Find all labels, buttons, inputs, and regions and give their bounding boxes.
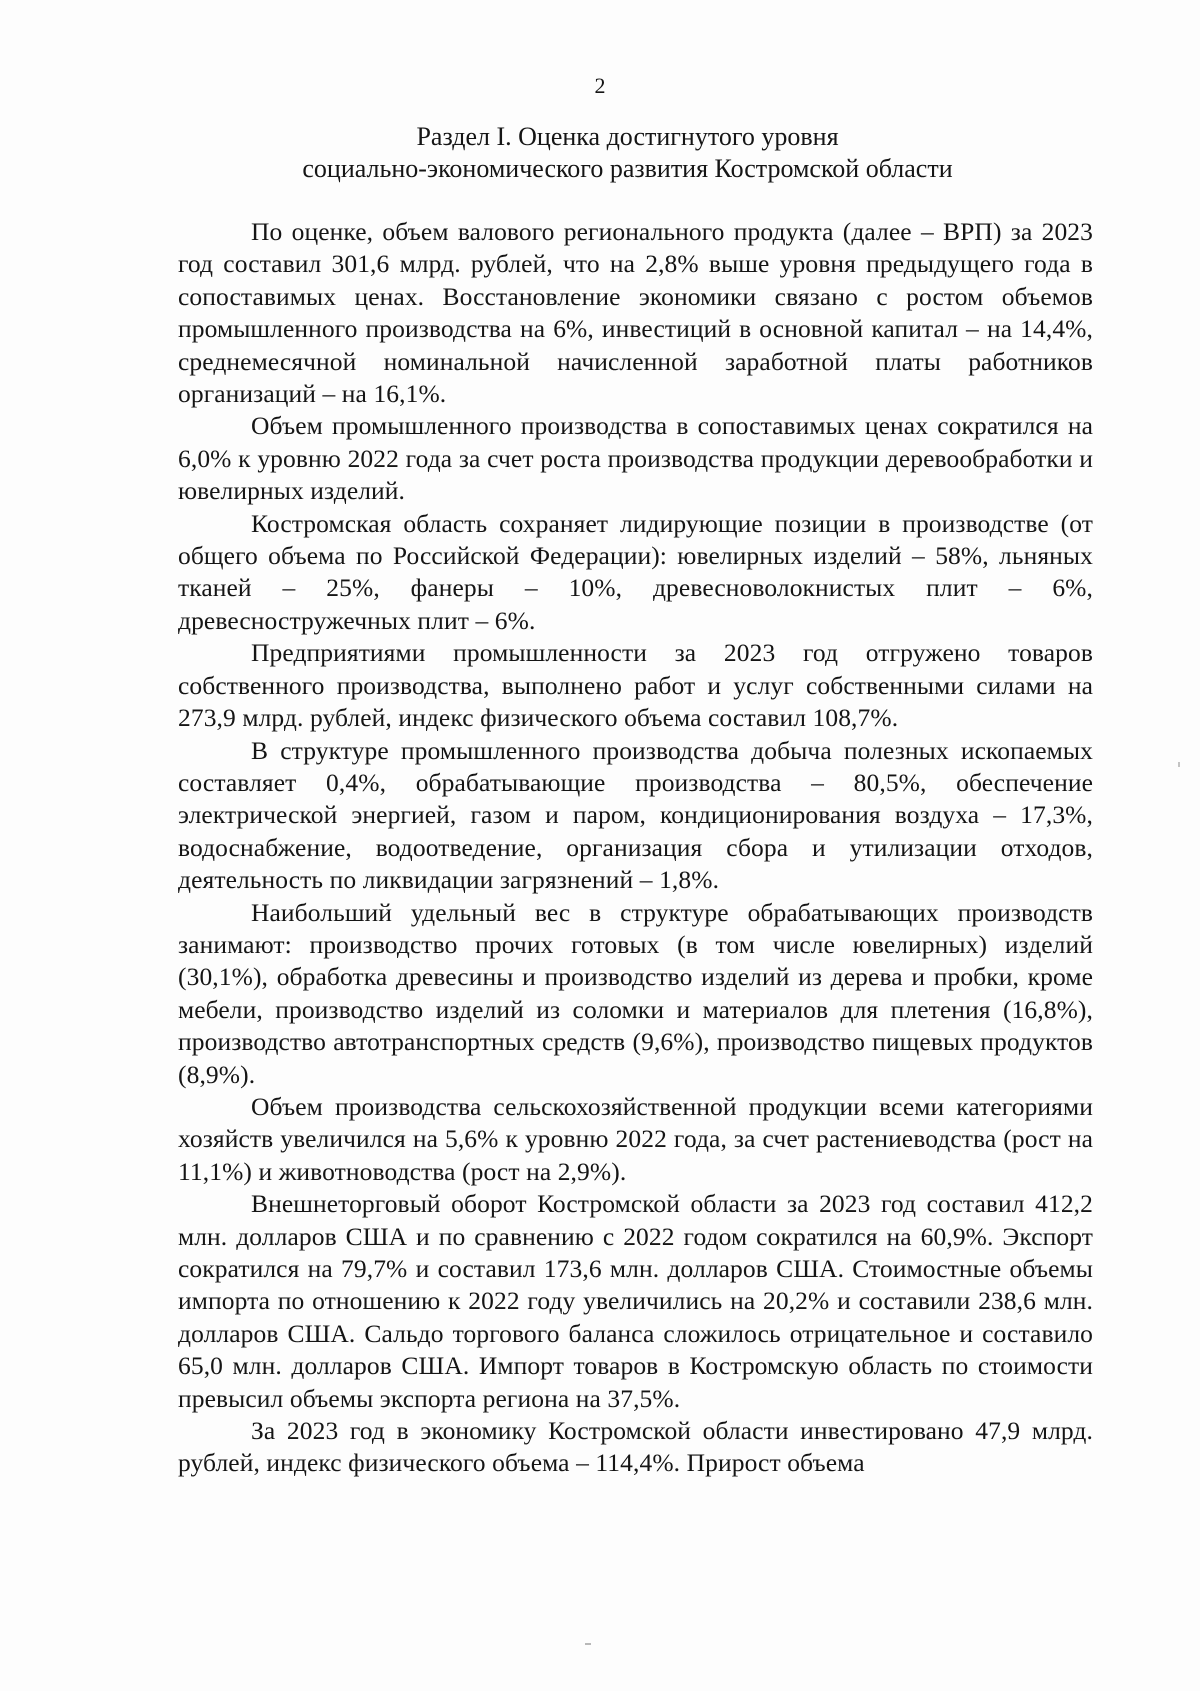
scan-speck [1178,762,1180,767]
paragraph-foreign-trade: Внешнеторговый оборот Костромской области за 2023 год составил 412,2 млн. долларов США и по сравнению с 2022 годом сократился на 60,9%. Экспорт сократился на 79,7% и составил 173,6 млн. долларов США. Стоимостные объемы импорта по отношению к 2022 году увеличились на 20,2% и составили 238,6 млн. долларов США. Сальдо торгового баланса сложилось отрицательное и составило 65,0 млн. долларов США. Импорт товаров в Костромскую область по стоимости превысил объемы экспорта региона на 37,5%. [178,1189,1093,1413]
paragraph-investment: За 2023 год в экономику Костромской области инвестировано 47,9 млрд. рублей, индекс физического объема – 114,4%. Прирост объема [178,1416,1093,1478]
body-text [178,216,1093,1480]
paragraph-agriculture: Объем производства сельскохозяйственной продукции всеми категориями хозяйств увеличился на 5,6% к уровню 2022 года, за счет растениеводства (рост на 11,1%) и животноводства (рост на 2,9%). [178,1091,1093,1186]
paragraph-industrial-production: Объем промышленного производства в сопоставимых ценах сократился на 6,0% к уровню 2022 года за счет роста производства продукции деревообработки и ювелирных изделий. [178,411,1093,506]
paragraph-manufacturing-share: Наибольший удельный вес в структуре обрабатывающих производств занимают: производство прочих готовых (в том числе ювелирных) изделий (30,1%), обработка древесины и производство изделий из дерева и пробки, кроме мебели, производство изделий из соломки и материалов для плетения (16,8%), производство автотранспортных средств (9,6%), производство пищевых продуктов (8,9%). [178,897,1093,1089]
section-heading [160,121,1095,185]
paragraph-industry-structure: В структуре промышленного производства добыча полезных ископаемых составляет 0,4%, обрабатывающие производства – 80,5%, обеспечение электрической энергией, газом и паром, кондиционирования воздуха – 17,3%, водоснабжение, водоотведение, организация сбора и утилизации отходов, деятельность по ликвидации загрязнений – 1,8%. [178,735,1093,895]
heading-line-1: Раздел I. Оценка достигнутого уровня [416,122,839,151]
paragraph-shipped-goods: Предприятиями промышленности за 2023 год отгружено товаров собственного производства, выполнено работ и услуг собственными силами на 273,9 млрд. рублей, индекс физического объема составил 108,7%. [178,638,1093,733]
scan-speck-bottom [585,1643,591,1645]
paragraph-leading-positions: Костромская область сохраняет лидирующие позиции в производстве (от общего объема по Российской Федерации): ювелирных изделий – 58%, льняных тканей – 25%, фанеры – 10%, древесноволокнистых плит – 6%, древесностружечных плит – 6%. [178,508,1093,635]
heading-line-2: социально-экономического развития Костромской области [302,154,953,183]
page-number: 2 [594,73,606,98]
paragraph-grp: По оценке, объем валового регионального продукта (далее – ВРП) за 2023 год составил 301,6 млрд. рублей, что на 2,8% выше уровня предыдущего года в сопоставимых ценах. Восстановление экономики связано с ростом объемов промышленного производства на 6%, инвестиций в основной капитал – на 14,4%, среднемесячной номинальной начисленной заработной платы работников организаций – на 16,1%. [178,217,1093,409]
